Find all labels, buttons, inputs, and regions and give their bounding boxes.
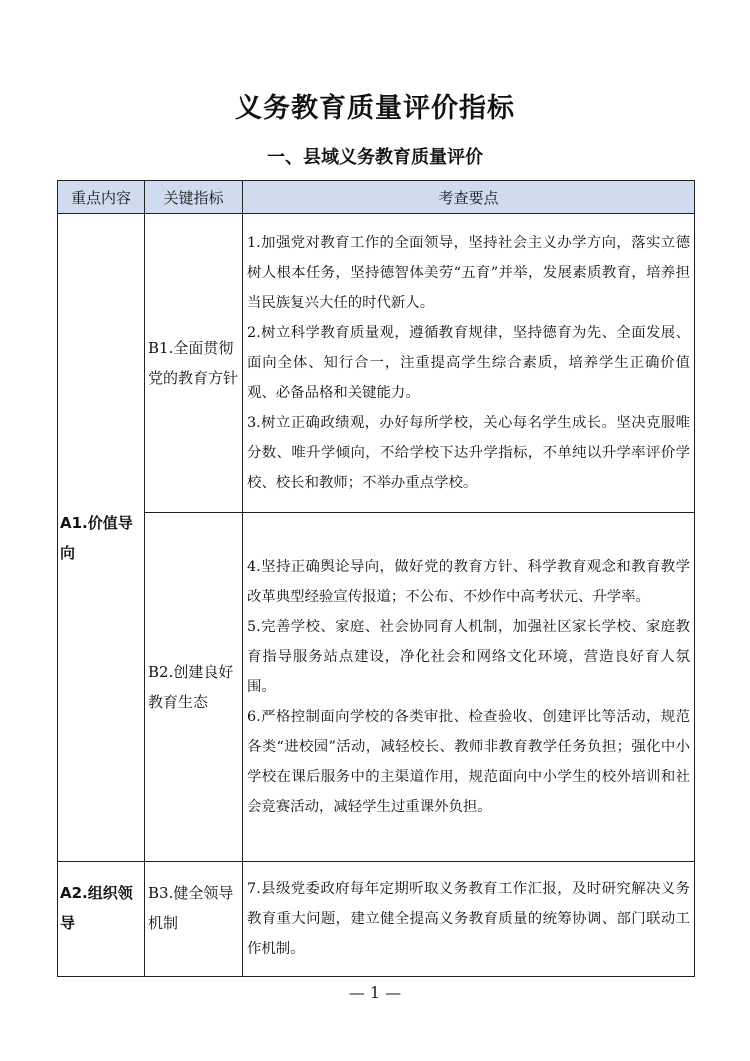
section-title: 一、县域义务教育质量评价 (267, 147, 483, 168)
area-a1-cell (58, 214, 145, 862)
table-row (58, 862, 695, 977)
points-b3-cell (243, 862, 695, 977)
table-row (58, 513, 695, 862)
table-header-row (58, 181, 695, 214)
evaluation-table (57, 180, 695, 977)
indicator-b1-cell (145, 214, 243, 513)
header-key-content: 重点内容 (58, 181, 145, 214)
header-check-points: 考查要点 (243, 181, 695, 214)
table-row (58, 214, 695, 513)
indicator-b3-cell (145, 862, 243, 977)
area-label: A1.价值导向 (60, 513, 133, 562)
indicator-b2-cell (145, 513, 243, 862)
check-point: 1.加强党对教育工作的全面领导，坚持社会主义办学方向，落实立德树人根本任务，坚持德智体美劳“五育”并举，发展素质教育，培养担当民族复兴大任的时代新人。 (247, 235, 690, 311)
points-b1-cell (243, 214, 695, 513)
indicator-label: B3.健全领导机制 (148, 884, 234, 932)
document-title: 义务教育质量评价指标 (235, 93, 515, 124)
page-number: — 1 — (348, 983, 402, 1002)
points-b2-cell (243, 513, 695, 862)
area-a2-cell (58, 862, 145, 977)
check-point: 4.坚持正确舆论导向，做好党的教育方针、科学教育观念和教育教学改革典型经验宣传报道；不公布、不炒作中高考状元、升学率。 (247, 559, 690, 605)
indicator-label: B1.全面贯彻党的教育方针 (148, 339, 239, 387)
header-key-indicator: 关键指标 (145, 181, 243, 214)
check-point: 2.树立科学教育质量观，遵循教育规律，坚持德育为先、全面发展、面向全体、知行合一，注重提高学生综合素质，培养学生正确价值观、必备品格和关键能力。 (247, 325, 690, 401)
area-label: A2.组织领导 (60, 884, 133, 932)
check-point: 6.严格控制面向学校的各类审批、检查验收、创建评比等活动，规范各类“进校园”活动，减轻校长、教师非教育教学任务负担；强化中小学校在课后服务中的主渠道作用，规范面向中小学生的校外培训和社会竞赛活动，减轻学生过重课外负担。 (247, 709, 690, 815)
indicator-label: B2.创建良好教育生态 (148, 663, 234, 711)
check-point: 7.县级党委政府每年定期听取义务教育工作汇报，及时研究解决义务教育重大问题，建立健全提高义务教育质量的统筹协调、部门联动工作机制。 (247, 881, 690, 957)
check-point: 5.完善学校、家庭、社会协同育人机制，加强社区家长学校、家庭教育指导服务站点建设，净化社会和网络文化环境，营造良好育人氛围。 (247, 619, 690, 695)
check-point: 3.树立正确政绩观，办好每所学校，关心每名学生成长。坚决克服唯分数、唯升学倾向，不给学校下达升学指标，不单纯以升学率评价学校、校长和教师；不举办重点学校。 (247, 415, 690, 491)
